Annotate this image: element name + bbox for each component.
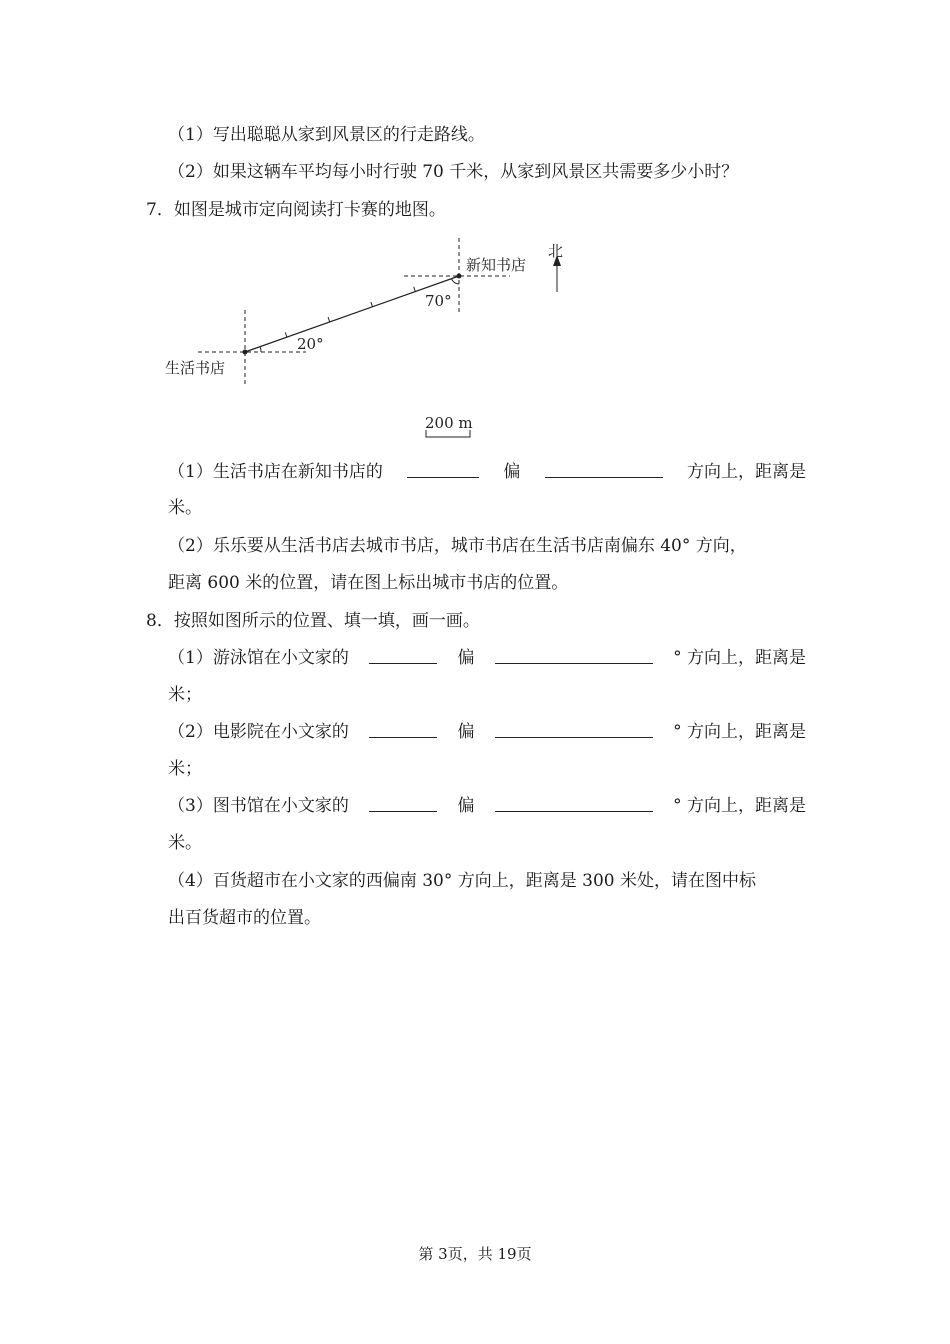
- label-scale: 200 m: [425, 414, 473, 432]
- q7-sub2-line1: （2）乐乐要从生活书店去城市书店，城市书店在生活书店南偏东 40° 方向，: [168, 536, 747, 556]
- page-footer: 第 3页，共 19页: [418, 1245, 532, 1263]
- q8-item-3-pian: 偏: [457, 796, 475, 816]
- q8-sub4-line1: （4）百货超市在小文家的西偏南 30° 方向上，距离是 300 米处，请在图中标: [168, 871, 757, 891]
- q8-item-3-lead: （3）图书馆在小文家的: [168, 796, 349, 816]
- route-tick: [414, 287, 416, 292]
- q7-sub2-line2: 距离 600 米的位置，请在图上标出城市书店的位置。: [168, 573, 569, 593]
- label-angle-70: 70°: [425, 292, 452, 310]
- q8-item-1-blank-2[interactable]: [495, 647, 653, 664]
- xinzhi-point: [457, 274, 462, 279]
- q6-sub2: （2）如果这辆车平均每小时行驶 70 千米，从家到风景区共需要多少小时？: [168, 162, 739, 182]
- q8-item-1-end: 米；: [168, 685, 202, 705]
- angle-arc-70: [452, 279, 460, 284]
- q8-item-2-blank-2[interactable]: [495, 721, 653, 738]
- label-angle-20: 20°: [297, 335, 324, 353]
- orienteering-map: [150, 228, 590, 448]
- route-line: [245, 276, 459, 352]
- q8-item-2-pian: 偏: [457, 722, 475, 742]
- q7-sub1-tail: 方向上，距离是: [686, 462, 806, 482]
- angle-arc-20: [260, 347, 261, 352]
- q8-item-1-lead: （1）游泳馆在小文家的: [168, 648, 349, 668]
- q6-sub1: （1）写出聪聪从家到风景区的行走路线。: [168, 125, 485, 145]
- q7-sub1-blank-1[interactable]: [407, 461, 479, 478]
- label-north: 北: [548, 242, 564, 260]
- route-tick: [328, 317, 330, 322]
- label-xinzhi: 新知书店: [466, 256, 527, 274]
- q8-title: 8．按照如图所示的位置、填一填，画一画。: [146, 611, 480, 631]
- route-tick: [285, 332, 287, 337]
- q8-item-2-tail: ° 方向上，距离是: [673, 722, 806, 742]
- label-shenghuo: 生活书店: [165, 359, 226, 377]
- q7-sub1-pian: 偏: [503, 462, 521, 482]
- q8-item-1-blank-1[interactable]: [369, 647, 437, 664]
- q8-item-3-blank-1[interactable]: [369, 795, 437, 812]
- q7-sub1-blank-2[interactable]: [545, 461, 663, 478]
- q8-item-2-end: 米；: [168, 759, 202, 779]
- shenghuo-point: [243, 350, 248, 355]
- q8-sub4-line2: 出百货超市的位置。: [168, 908, 321, 928]
- q8-item-1-pian: 偏: [457, 648, 475, 668]
- q8-item-3-end: 米。: [168, 833, 202, 853]
- q8-item-2: [168, 721, 806, 743]
- q7-sub1-lead: （1）生活书店在新知书店的: [168, 462, 383, 482]
- q8-item-1-tail: ° 方向上，距离是: [673, 648, 806, 668]
- q8-item-3-blank-2[interactable]: [495, 795, 653, 812]
- q8-item-3-tail: ° 方向上，距离是: [673, 796, 806, 816]
- q7-sub1-end: 米。: [168, 498, 202, 518]
- route-tick: [371, 302, 373, 307]
- q7-sub1: [168, 461, 806, 483]
- q8-item-2-lead: （2）电影院在小文家的: [168, 722, 349, 742]
- q7-title: 7．如图是城市定向阅读打卡赛的地图。: [146, 200, 446, 220]
- q8-item-1: [168, 647, 806, 669]
- q8-item-3: [168, 795, 806, 817]
- q8-item-2-blank-1[interactable]: [369, 721, 437, 738]
